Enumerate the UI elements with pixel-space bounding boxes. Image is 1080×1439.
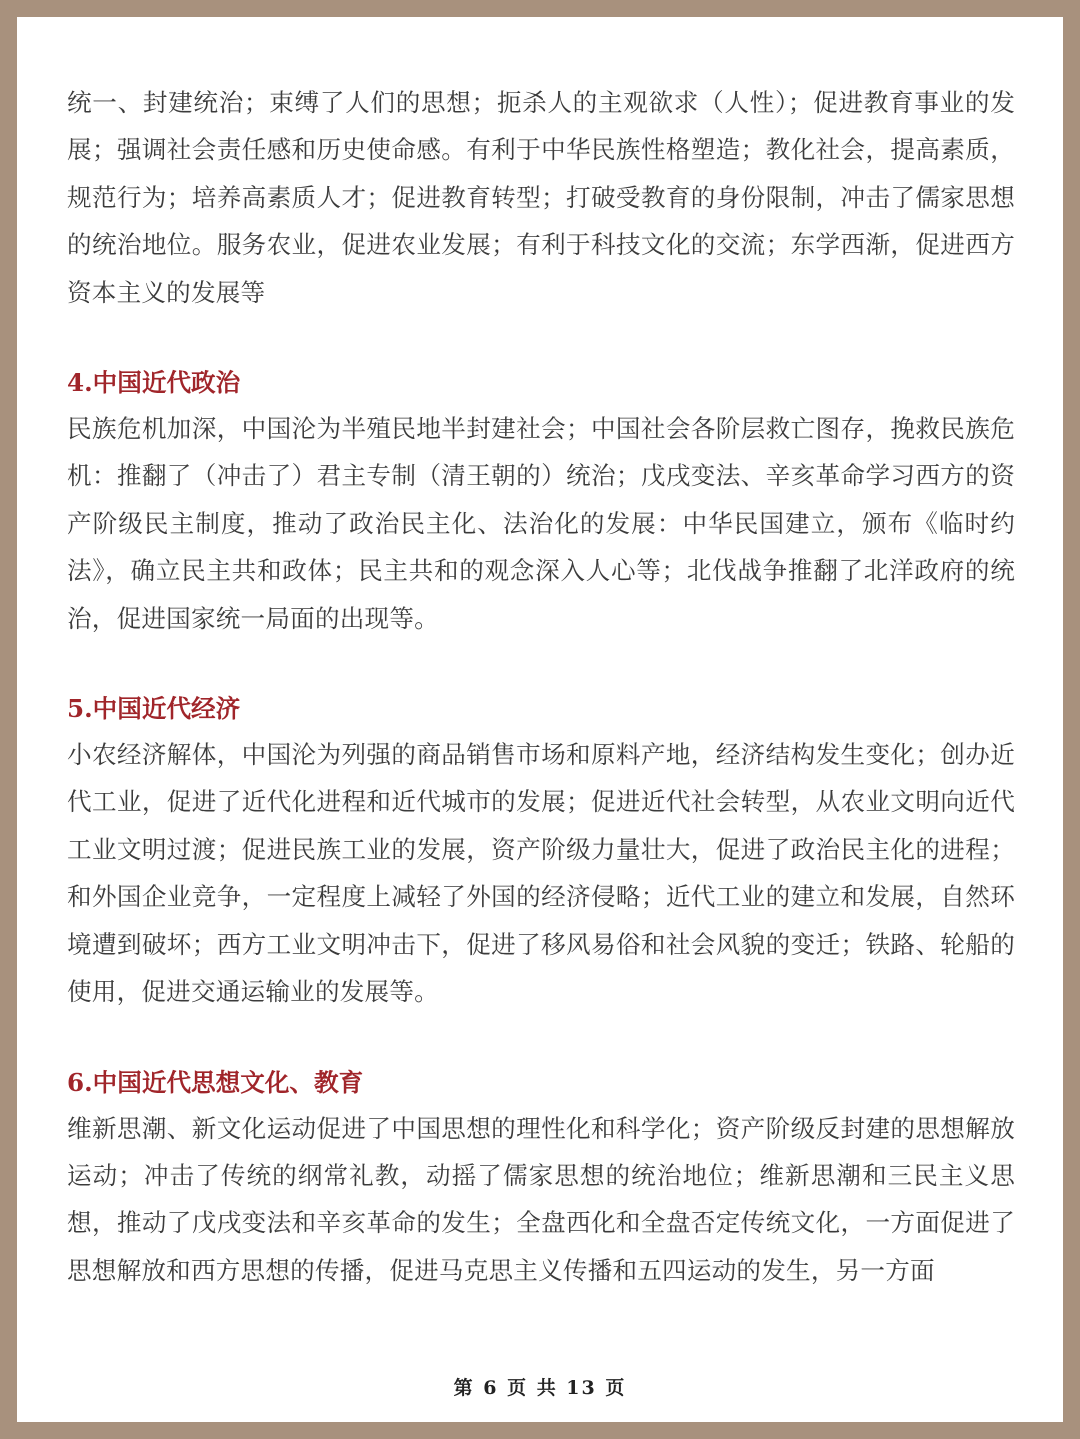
page-content <box>67 79 1015 1294</box>
section-modern-politics <box>67 361 1015 642</box>
document-page <box>17 17 1063 1422</box>
section-body: 小农经济解体，中国沦为列强的商品销售市场和原料产地，经济结构发生变化；创办近代工业，促进了近代化进程和近代城市的发展；促进近代社会转型，从农业文明向近代工业文明过渡；促进民族工业的发展，资产阶级力量壮大，促进了政治民主化的进程；和外国企业竞争，一定程度上减轻了外国的经济侵略；近代工业的建立和发展，自然环境遭到破坏；西方工业文明冲击下，促进了移风易俗和社会风貌的变迁；铁路、轮船的使用，促进交通运输业的发展等。 <box>67 740 1015 1007</box>
section-modern-economy <box>67 687 1015 1015</box>
section-body: 维新思潮、新文化运动促进了中国思想的理性化和科学化；资产阶级反封建的思想解放运动；冲击了传统的纲常礼教，动摇了儒家思想的统治地位；维新思潮和三民主义思想，推动了戊戌变法和辛亥革命的发生；全盘西化和全盘否定传统文化，一方面促进了思想解放和西方思想的传播，促进马克思主义传播和五四运动的发生，另一方面 <box>67 1113 1015 1285</box>
section-heading: 4.中国近代政治 <box>67 368 241 398</box>
section-body: 民族危机加深，中国沦为半殖民地半封建社会；中国社会各阶层救亡图存，挽救民族危机：推翻了（冲击了）君主专制（清王朝的）统治；戊戌变法、辛亥革命学习西方的资产阶级民主制度，推动了政治民主化、法治化的发展：中华民国建立，颁布《临时约法》，确立民主共和政体；民主共和的观念深入人心等；北伐战争推翻了北洋政府的统治，促进国家统一局面的出现等。 <box>67 414 1015 633</box>
section-modern-thought-culture-education <box>67 1061 1015 1295</box>
section-heading: 5.中国近代经济 <box>67 694 241 724</box>
page-number: 第 6 页 共 13 页 <box>453 1377 627 1399</box>
section-heading: 6.中国近代思想文化、教育 <box>67 1067 364 1097</box>
intro-paragraph: 统一、封建统治；束缚了人们的思想；扼杀人的主观欲求（人性）；促进教育事业的发展；强调社会责任感和历史使命感。有利于中华民族性格塑造；教化社会，提高素质，规范行为；培养高素质人才；促进教育转型；打破受教育的身份限制，冲击了儒家思想的统治地位。服务农业，促进农业发展；有利于科技文化的交流；东学西渐，促进西方资本主义的发展等 <box>67 88 1015 307</box>
